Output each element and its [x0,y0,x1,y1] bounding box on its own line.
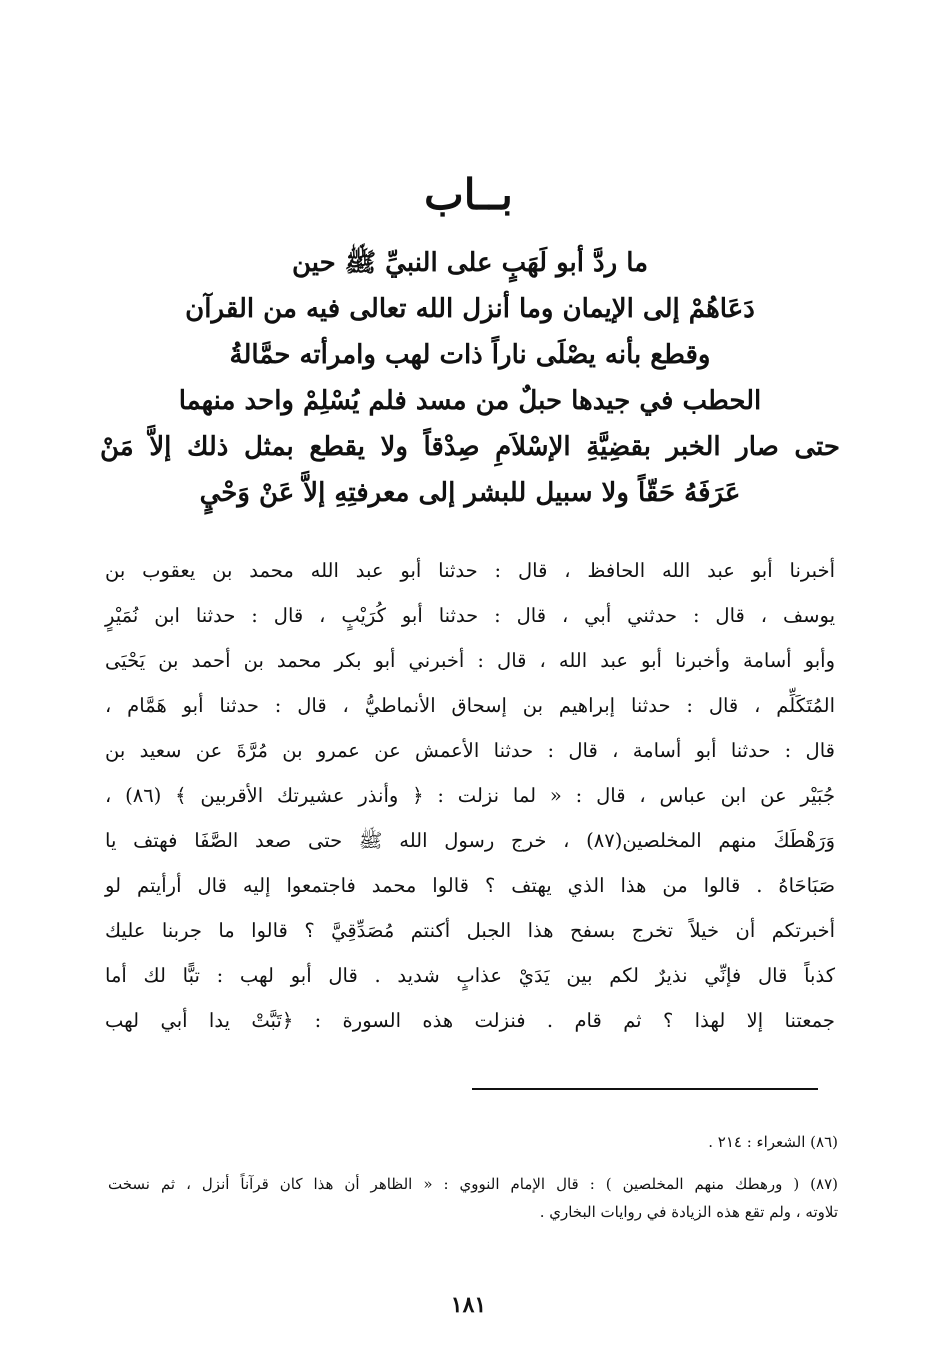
body-line: قال : حدثنا أبو أسامة ، قال : حدثنا الأعمش عن عمرو بن مُرَّةَ عن سعيد بن [105,739,835,762]
chapter-heading: بــاب [424,170,513,219]
title-line: وقطع بأنه يصْلَى ناراً ذات لهب وامرأته حمَّالةُ [229,340,711,370]
footnotes [108,1128,838,1226]
footnote-separator [472,1088,818,1090]
footnote-line: (٨٧) ( ورهطك منهم المخلصين ) : قال الإمام النووي : « الظاهر أن هذا كان قرآناً أنزل ، ثم نسخت [108,1175,838,1193]
body-line: جُبَيْر عن ابن عباس ، قال : « لما نزلت : ﴿ وأنذر عشيرتك الأقربين ﴾ (٨٦) ، [105,784,835,807]
title-line: دَعَاهُمْ إلى الإيمان وما أنزل الله تعالى فيه من القرآن [185,294,755,324]
body-line: وأبو أسامة وأخبرنا أبو عبد الله ، قال : أخبرني أبو بكر محمد بن أحمد بن يَحْيَى [105,649,835,672]
body-line: أخبرتكم أن خيلاً تخرج بسفح هذا الجبل أكنتم مُصَدِّقِيَّ ؟ قالوا ما جربنا عليك [105,919,835,942]
title-line: حتى صار الخبر بقضِيَّةِ الإسْلاَمِ صِدْقاً ولا يقطع بمثل ذلك إلاَّ مَنْ [100,432,840,462]
body-text [105,548,835,1043]
body-line: يوسف ، قال : حدثني أبي ، قال : حدثنا أبو كُرَيْبٍ ، قال : حدثنا ابن نُمَيْرٍ [105,604,835,627]
body-line: أخبرنا أبو عبد الله الحافظ ، قال : حدثنا أبو عبد الله محمد بن يعقوب بن [105,559,835,582]
footnote-87 [108,1170,838,1226]
body-line: وَرَهْطَكَ منهم المخلصين(٨٧) ، خرج رسول الله ﷺ حتى صعد الصَّفَا فهتف يا [105,829,835,852]
page-number: ١٨١ [450,1292,487,1318]
chapter-title [100,240,840,516]
body-line: كذباً قال فإنِّي نذيرٌ لكم بين يَدَيْ عذابٍ شديد . قال أبو لهب : تبًّا لك أما [105,964,835,987]
footnote-line: تلاوته ، ولم تقع هذه الزيادة في روايات البخاري . [539,1203,838,1221]
title-line: ما ردَّ أبو لَهَبٍ على النبيِّ ﷺ حين [291,248,649,278]
body-line: جمعتنا إلا لهذا ؟ ثم قام . فنزلت هذه السورة : ﴿تَبَّتْ يدا أبي لهب [105,1009,835,1032]
footnote-86 [108,1128,838,1156]
footnote-line: (٨٦) الشعراء : ٢١٤ . [708,1133,838,1151]
body-line: المُتَكَلِّم ، قال : حدثنا إبراهيم بن إسحاق الأنماطيُّ ، قال : حدثنا أبو هَمَّام ، [105,694,835,717]
body-line: صَبَاحَاهُ . قالوا من هذا الذي يهتف ؟ قالوا محمد فاجتمعوا إليه قال أرأيتم لو [105,874,835,897]
title-line: الحطب في جيدها حبلٌ من مسد فلم يُسْلِمْ واحد منهما [178,386,762,416]
title-line: عَرَفَهُ حَقّاً ولا سبيل للبشر إلى معرفتِهِ إلاَّ عَنْ وَحْيٍ [199,478,741,508]
